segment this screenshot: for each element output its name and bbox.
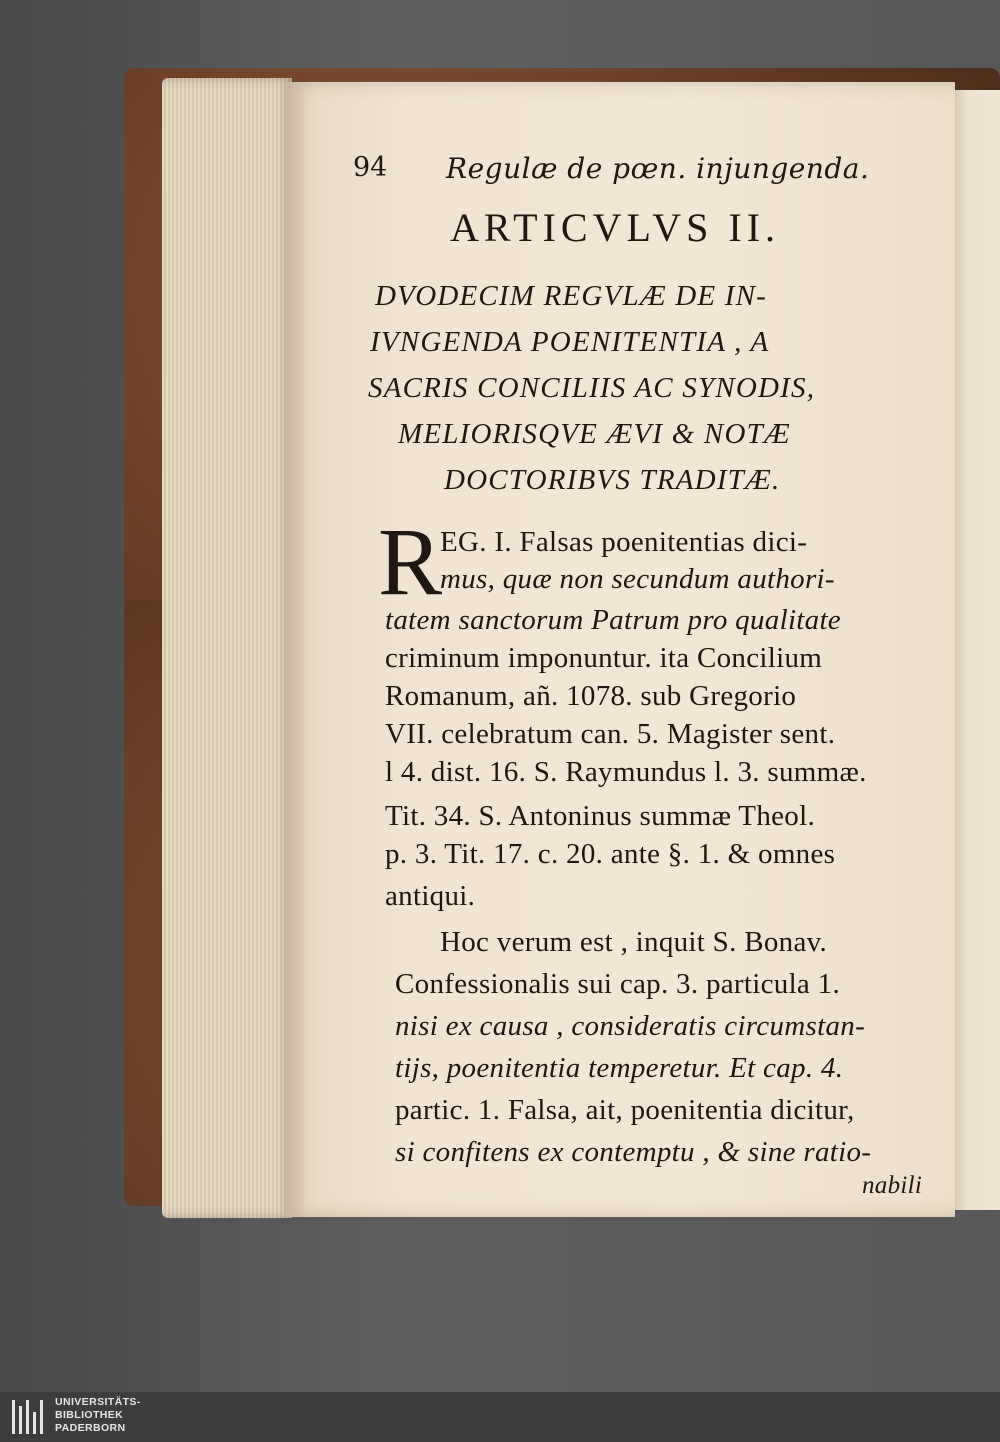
- running-title: Regulæ de pœn. injungenda.: [446, 152, 870, 185]
- running-header: [353, 152, 870, 185]
- library-name: [55, 1396, 141, 1435]
- body-line: VII. celebratum can. 5. Magister sent.: [385, 718, 836, 750]
- page-stack-edge: [162, 78, 292, 1218]
- body-line: tatem sanctorum Patrum pro qualitate: [385, 604, 841, 636]
- title-line: DOCTORIBVS TRADITÆ.: [444, 464, 781, 496]
- body-line: Tit. 34. S. Antoninus summæ Theol.: [385, 800, 815, 832]
- body-line: l 4. dist. 16. S. Raymundus l. 3. summæ.: [385, 756, 867, 788]
- library-name-line: UNIVERSITÄTS-: [55, 1396, 141, 1408]
- body-line: Hoc verum est , inquit S. Bonav.: [440, 926, 828, 958]
- drop-cap: R: [378, 508, 443, 615]
- library-logo-icon: [12, 1400, 46, 1434]
- title-line: SACRIS CONCILIIS AC SYNODIS,: [368, 372, 816, 404]
- facing-page-edge: [948, 90, 1000, 1210]
- library-name-line: PADERBORN: [55, 1422, 126, 1434]
- body-line: Romanum, añ. 1078. sub Gregorio: [385, 680, 797, 712]
- body-line: Confessionalis sui cap. 3. particula 1.: [395, 968, 841, 1000]
- body-line: tijs, poenitentia temperetur. Et cap. 4.: [395, 1052, 844, 1084]
- body-line: partic. 1. Falsa, ait, poenitentia dicitur,: [395, 1094, 855, 1126]
- article-heading: ARTICVLVS II.: [450, 205, 781, 250]
- catchword: nabili: [862, 1172, 923, 1199]
- title-line: MELIORISQVE ÆVI & NOTÆ: [398, 418, 791, 450]
- library-name-line: BIBLIOTHEK: [55, 1409, 124, 1421]
- title-line: IVNGENDA POENITENTIA , A: [370, 326, 770, 358]
- body-line: criminum imponuntur. ita Concilium: [385, 642, 823, 674]
- body-line: antiqui.: [385, 880, 476, 912]
- body-line: si confitens ex contemptu , & sine ratio-: [395, 1136, 872, 1168]
- body-line: EG. I. Falsas poenitentias dici-: [440, 526, 808, 558]
- body-line: mus, quæ non secundum authori-: [440, 563, 835, 595]
- body-line: nisi ex causa , consideratis circumstan-: [395, 1010, 866, 1042]
- page-number: 94: [353, 152, 388, 183]
- title-line: DVODECIM REGVLÆ DE IN-: [375, 280, 768, 312]
- footer-bar: [0, 1392, 1000, 1442]
- body-line: p. 3. Tit. 17. c. 20. ante §. 1. & omnes: [385, 838, 836, 870]
